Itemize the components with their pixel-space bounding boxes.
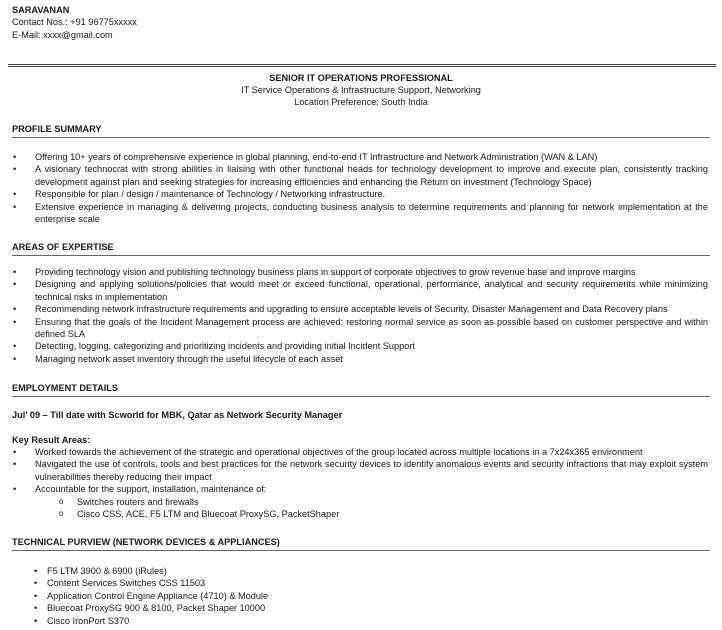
list-item: • Navigated the use of controls, tools and best practices for the network security devices to identify anomalous events and security infractions that may exploit system vulnerabilities thereby reducing their impact [0, 458, 722, 483]
sub-list-item [35, 508, 708, 520]
headline-location: Location Preference: South India [294, 97, 428, 107]
headline-subtitle: IT Service Operations & Infrastructure Support, Networking [241, 85, 481, 95]
list-item: • Providing technology vision and publishing technology business plans in support of corporate objectives to grow revenue base and improve margins [0, 266, 722, 278]
list-item: • Designing and applying solutions/policies that would meet or exceed functional, operational, performance, analytical and security requirements while minimizing technical risks in implementation [0, 278, 722, 303]
list-item: • Offering 10+ years of comprehensive experience in global planning, end-to-end IT Infrastructure and Network Administration (WAN & LAN) [0, 151, 722, 163]
list-item: • Bluecoat ProxySG 900 & 8100, Packet Shaper 10000 [0, 602, 268, 614]
header-divider [8, 64, 716, 67]
contact-block [12, 4, 137, 41]
section-heading-profile-summary: PROFILE SUMMARY [12, 124, 102, 134]
section-divider [12, 550, 710, 551]
list-item: • F5 LTM 3900 & 6900 (iRules) [0, 565, 268, 577]
sub-list-item-text: Cisco CSS, ACE, F5 LTM and Bluecoat ProxySG, PacketShaper [77, 509, 340, 520]
contact-email: E-Mail: xxxx@gmail.com [12, 29, 113, 40]
list-item: • Responsible for plan / design / maintenance of Technology / Networking infrastructure. [0, 188, 722, 200]
list-item: • Detecting, logging, categorizing and prioritizing incidents and providing initial Incident Support [0, 340, 722, 352]
key-result-areas-list [0, 446, 722, 520]
key-result-areas-heading: Key Result Areas: [12, 435, 91, 445]
section-divider [12, 137, 710, 138]
section-divider [12, 255, 710, 256]
list-item: • Cisco IronPort S370 [0, 615, 268, 627]
list-item-text: Accountable for the support, installation, maintenance of: [35, 484, 267, 495]
profile-summary-list [0, 151, 722, 225]
headline-block [0, 72, 722, 108]
sub-list-item [35, 496, 708, 508]
list-item: • Recommending network infrastructure requirements and upgrading to ensure acceptable levels of Security, Disaster Management and Data Recovery plans [0, 303, 722, 315]
list-item: • Content Services Switches CSS 11503 [0, 577, 268, 589]
list-item: • Extensive experience in managing & delivering projects, conducting business analysis to determine requirements and planning for network implementation at the enterprise scale [0, 201, 722, 226]
expertise-list [0, 266, 722, 365]
candidate-name: SARAVANAN [12, 5, 70, 15]
section-heading-technical-purview: TECHNICAL PURVIEW (NETWORK DEVICES & APPLIANCES) [12, 537, 280, 547]
job-title: Jul’ 09 – Till date with Scworld for MBK, Qatar as Network Security Manager [12, 410, 343, 420]
list-item: • A visionary technocrat with strong abilities in liaising with other functional heads for technology development to improve and execute plan, consistently tracking development against plan and seeking strategies for increasing efficiencies and enhancing the Return on investment (Technology Space) [0, 163, 722, 188]
sub-list [35, 496, 708, 521]
section-heading-areas-of-expertise: AREAS OF EXPERTISE [12, 242, 114, 252]
sub-list-item-text: Switches routers and firewalls [77, 496, 199, 507]
list-item: • Managing network asset inventory through the useful lifecycle of each asset [0, 353, 722, 365]
list-item: • Application Control Engine Appliance (4710) & Module [0, 590, 268, 602]
contact-phone: Contact Nos.: +91 96775xxxxx [12, 17, 137, 28]
list-item: • Worked towards the achievement of the strategic and operational objectives of the group located across multiple locations in a 7x24x365 environment [0, 446, 722, 458]
list-item [0, 483, 722, 520]
section-heading-employment-details: EMPLOYMENT DETAILS [12, 383, 118, 393]
section-divider [12, 396, 710, 397]
headline-title: SENIOR IT OPERATIONS PROFESSIONAL [269, 73, 453, 83]
list-item: • Ensuring that the goals of the Incident Management process are achieved; restoring normal service as soon as possible based on customer perspective and within defined SLA [0, 316, 722, 341]
technical-list [0, 565, 268, 627]
